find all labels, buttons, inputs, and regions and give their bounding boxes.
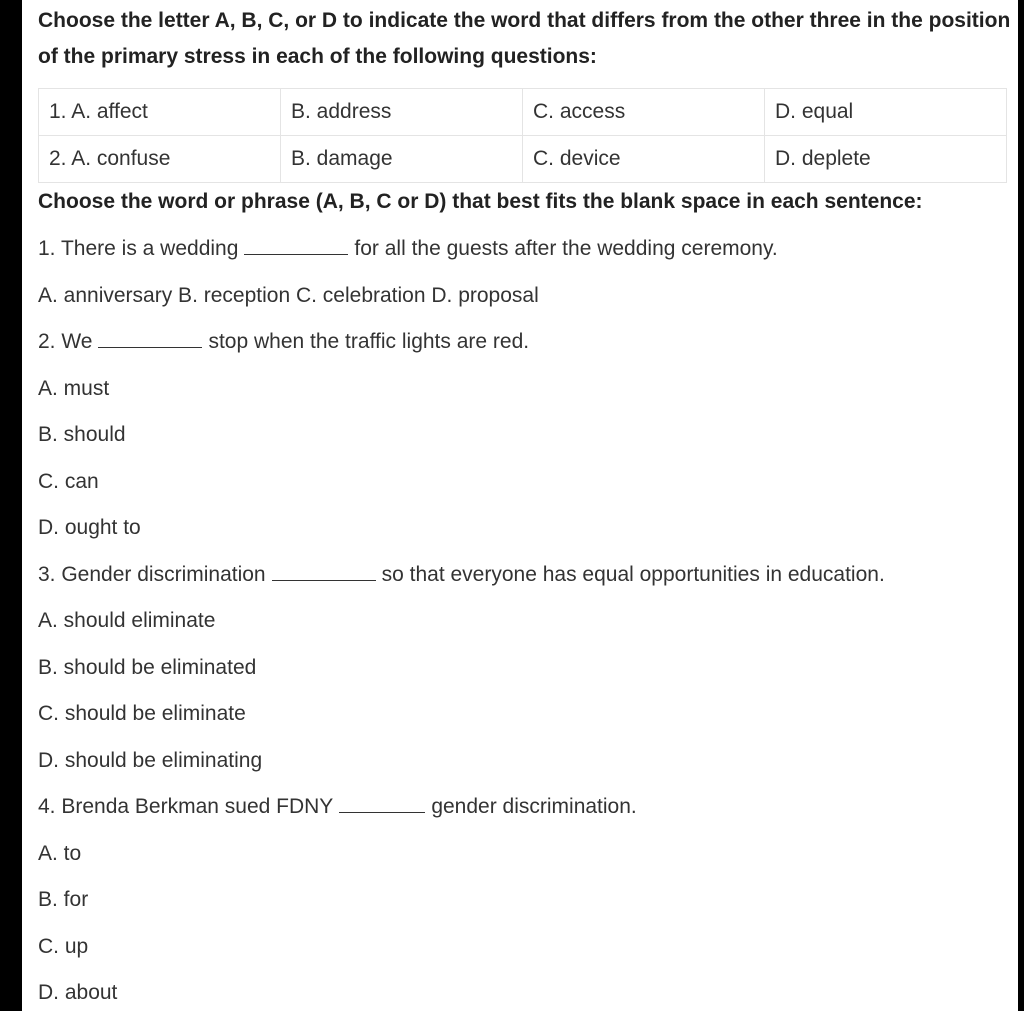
table-row bbox=[39, 136, 1007, 183]
option: D. ought to bbox=[38, 516, 141, 539]
answer-blank bbox=[244, 238, 348, 255]
option: C. up bbox=[38, 935, 89, 958]
table-cell: C. access bbox=[523, 89, 765, 136]
table-cell: B. address bbox=[281, 89, 523, 136]
question-text: so that everyone has equal opportunities in education. bbox=[381, 563, 885, 586]
question-text: stop when the traffic lights are red. bbox=[208, 330, 530, 353]
table-row bbox=[39, 89, 1007, 136]
table-cell: 1. A. affect bbox=[39, 89, 281, 136]
question-text: 4. Brenda Berkman sued FDNY bbox=[38, 795, 334, 818]
instruction-blank: Choose the word or phrase (A, B, C or D) that best fits the blank space in each sentence: bbox=[38, 190, 923, 213]
option: A. should eliminate bbox=[38, 609, 216, 632]
instruction-stress: Choose the letter A, B, C, or D to indicate the word that differs from the other three in the position of the primary stress in each of the following questions: bbox=[38, 9, 1011, 68]
question-text: for all the guests after the wedding ceremony. bbox=[354, 237, 778, 260]
question-text: 1. There is a wedding bbox=[38, 237, 239, 260]
table-cell: D. equal bbox=[765, 89, 1007, 136]
option: B. should bbox=[38, 423, 126, 446]
worksheet bbox=[22, 0, 1018, 1011]
question-text: gender discrimination. bbox=[431, 795, 637, 818]
option: A. to bbox=[38, 842, 82, 865]
question-3 bbox=[38, 561, 885, 589]
stress-table bbox=[38, 88, 1007, 183]
answer-blank bbox=[272, 564, 376, 581]
option: D. should be eliminating bbox=[38, 749, 263, 772]
question-4 bbox=[38, 793, 637, 821]
question-1 bbox=[38, 235, 778, 263]
answer-blank bbox=[98, 331, 202, 348]
option: C. can bbox=[38, 470, 99, 493]
table-cell: 2. A. confuse bbox=[39, 136, 281, 183]
question-text: 3. Gender discrimination bbox=[38, 563, 266, 586]
table-cell: C. device bbox=[523, 136, 765, 183]
question-text: 2. We bbox=[38, 330, 93, 353]
option: A. must bbox=[38, 377, 110, 400]
table-cell: D. deplete bbox=[765, 136, 1007, 183]
question-2 bbox=[38, 328, 529, 356]
question-1-options: A. anniversary B. reception C. celebration D. proposal bbox=[38, 284, 539, 307]
option: C. should be eliminate bbox=[38, 702, 246, 725]
answer-blank bbox=[339, 796, 425, 813]
table-cell: B. damage bbox=[281, 136, 523, 183]
option: D. about bbox=[38, 981, 118, 1004]
option: B. for bbox=[38, 888, 89, 911]
option: B. should be eliminated bbox=[38, 656, 257, 679]
